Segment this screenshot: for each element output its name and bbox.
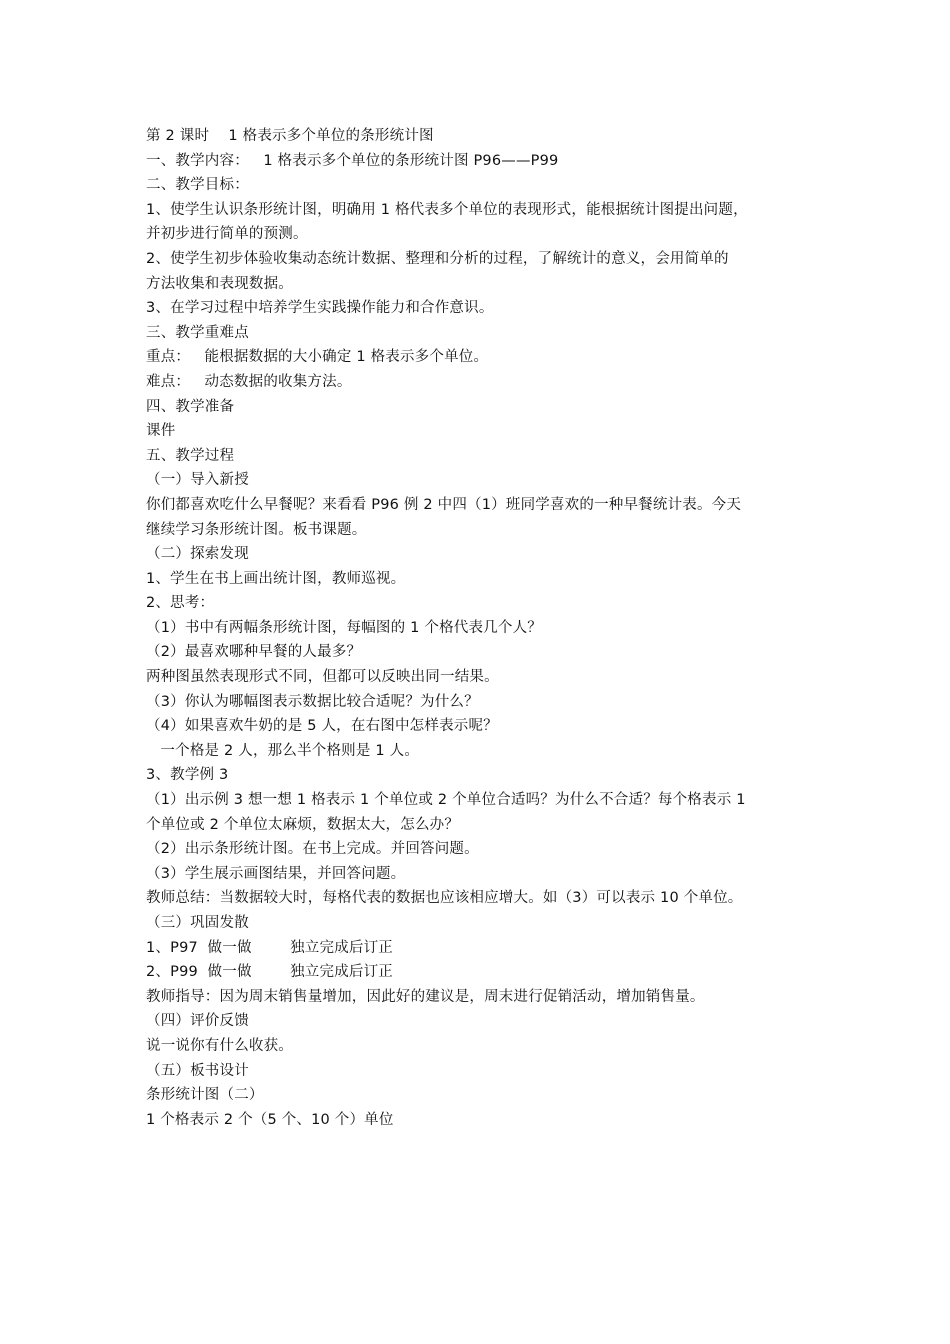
subsection-board-design: （五）板书设计: [146, 1062, 249, 1079]
question-2: （2）最喜欢哪种早餐的人最多？: [146, 644, 362, 661]
document-body: [146, 124, 836, 1132]
section-teaching-goals: 二、教学目标：: [146, 177, 249, 194]
subsection-introduction: （一）导入新授: [146, 472, 249, 489]
feedback-item: 说一说你有什么收获。: [146, 1037, 293, 1054]
question-3: （3）你认为哪幅图表示数据比较合适呢？为什么？: [146, 693, 479, 710]
section-teaching-process: 五、教学过程: [146, 447, 235, 464]
section-preparation: 四、教学准备: [146, 398, 235, 415]
section-key-points: 三、教学重难点: [146, 324, 249, 341]
board-content: 1 个格表示 2 个（5 个、10 个）单位: [146, 1111, 394, 1128]
exercise-2: 2、P99 做一做 独立完成后订正: [146, 964, 394, 981]
lesson-title: 第 2 课时 1 格表示多个单位的条形统计图: [146, 128, 434, 144]
example-3-line-2: 个单位或 2 个单位太麻烦，数据太大，怎么办？: [146, 816, 460, 833]
board-title: 条形统计图（二）: [146, 1087, 264, 1104]
introduction-line-2: 继续学习条形统计图。板书课题。: [146, 521, 367, 538]
question-2-answer: 两种图虽然表现形式不同，但都可以反映出同一结果。: [146, 669, 499, 686]
exploration-step-2: 2、思考：: [146, 595, 215, 612]
subsection-feedback: （四）评价反馈: [146, 1013, 249, 1030]
goal-2-line-2: 方法收集和表现数据。: [146, 275, 293, 292]
teacher-guidance: 教师指导：因为周末销售量增加，因此好的建议是，周末进行促销活动，增加销售量。: [146, 988, 705, 1005]
goal-1-line-2: 并初步进行简单的预测。: [146, 226, 308, 243]
subsection-exploration: （二）探索发现: [146, 546, 249, 563]
exploration-step-1: 1、学生在书上画出统计图，教师巡视。: [146, 570, 406, 587]
question-4-answer: 一个格是 2 人，那么半个格则是 1 人。: [146, 742, 420, 759]
goal-2-line-1: 2、使学生初步体验收集动态统计数据、整理和分析的过程，了解统计的意义，会用简单的: [146, 250, 729, 267]
example-3-step-3: （3）学生展示画图结果，并回答问题。: [146, 865, 406, 882]
introduction-line-1: 你们都喜欢吃什么早餐呢？来看看 P96 例 2 中四（1）班同学喜欢的一种早餐统计表。今天: [146, 496, 742, 513]
section-teaching-content: 一、教学内容： 1 格表示多个单位的条形统计图 P96——P99: [146, 152, 559, 169]
goal-3: 3、在学习过程中培养学生实践操作能力和合作意识。: [146, 300, 494, 317]
preparation-item: 课件: [146, 423, 176, 440]
question-1: （1）书中有两幅条形统计图，每幅图的 1 个格代表几个人？: [146, 619, 542, 636]
key-point: 重点： 能根据数据的大小确定 1 格表示多个单位。: [146, 349, 489, 366]
difficult-point: 难点： 动态数据的收集方法。: [146, 373, 352, 390]
example-3-step-2: （2）出示条形统计图。在书上完成。并回答问题。: [146, 841, 479, 858]
subsection-consolidation: （三）巩固发散: [146, 915, 249, 931]
example-3-line-1: （1）出示例 3 想一想 1 格表示 1 个单位或 2 个单位合适吗？为什么不合适？每个格表示 1: [146, 792, 746, 809]
teacher-summary: 教师总结：当数据较大时，每格代表的数据也应该相应增大。如（3）可以表示 10 个单位。: [146, 890, 743, 907]
question-4: （4）如果喜欢牛奶的是 5 人，在右图中怎样表示呢？: [146, 718, 498, 735]
exploration-step-3: 3、教学例 3: [146, 767, 229, 784]
exercise-1: 1、P97 做一做 独立完成后订正: [146, 939, 394, 956]
goal-1-line-1: 1、使学生认识条形统计图，明确用 1 格代表多个单位的表现形式，能根据统计图提出问题，: [146, 201, 748, 218]
